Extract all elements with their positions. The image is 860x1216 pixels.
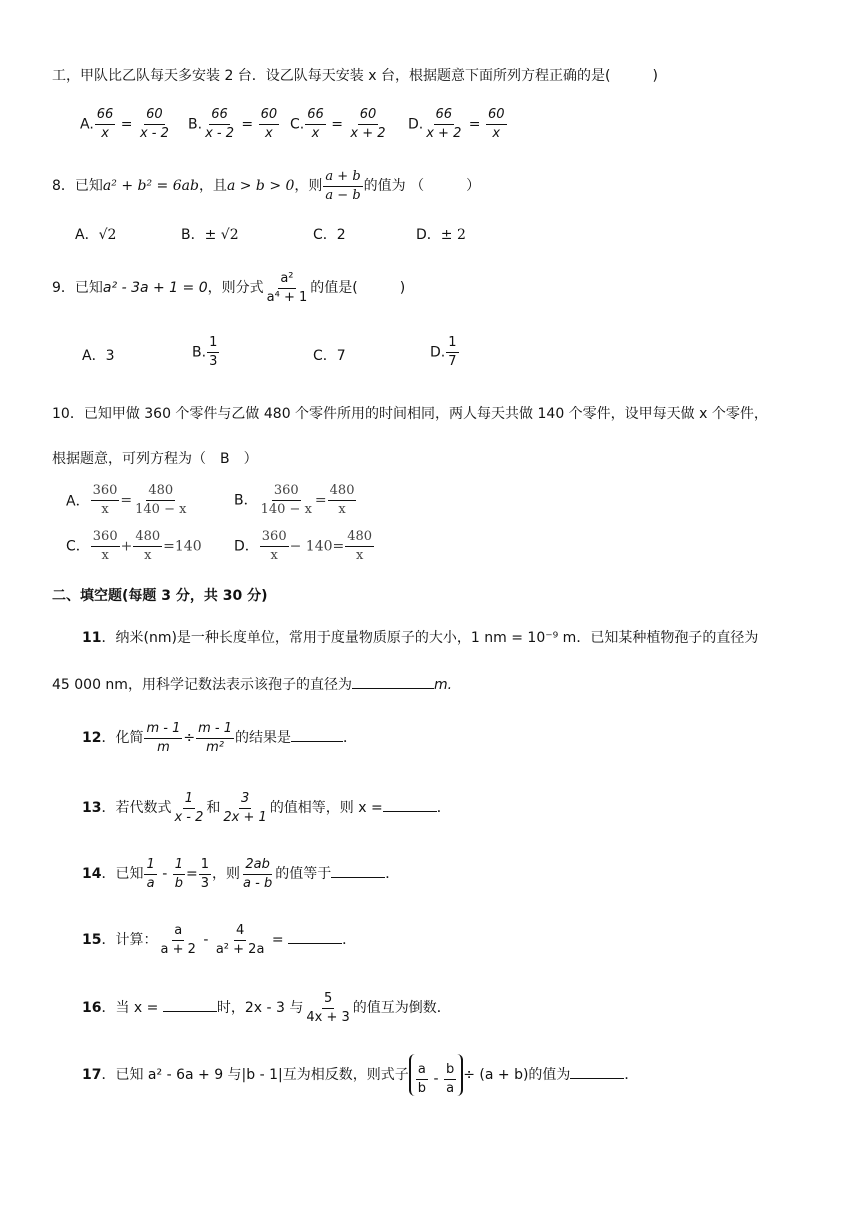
q8-option-b[interactable] [181, 224, 239, 244]
option-label: A. [80, 116, 94, 133]
option-value: ± 2 [440, 227, 466, 243]
q13-prefix: ．若代数式 [101, 800, 172, 816]
q16-suffix: 的值互为倒数． [352, 1000, 451, 1016]
option-label: D. [430, 344, 446, 361]
q13-suffix: 的值相等，则 x = [269, 800, 383, 816]
fraction-denominator: x - 2 [174, 809, 204, 825]
fraction-numerator: 60 [358, 106, 379, 125]
question-15: 15．计算： $\frac{a}{a + 2}$ - $\frac{4}{\text{a² + 2a}}$ = ． [82, 922, 357, 957]
q9-option-b[interactable] [192, 334, 220, 371]
option-label: D． [416, 227, 441, 243]
fraction-denominator: m [157, 739, 170, 755]
q9-condition: a² - 3a + 1 = 0 [102, 280, 208, 296]
option-label: D． [234, 538, 259, 555]
option-label: C． [313, 227, 337, 243]
fraction-numerator: 1 [144, 856, 156, 875]
q12-end: ． [343, 730, 357, 746]
fraction-numerator: 5 [322, 990, 334, 1009]
q17-mid: ÷ (a + b)的值为 [463, 1067, 571, 1083]
fraction-denominator: a − b [325, 187, 361, 203]
q10-option-c[interactable]: C． $\frac{360}{x}$ + $\frac{480}{x}$ =140 [66, 529, 202, 563]
q14-mid: ，则 [212, 866, 241, 882]
q11-unit: m. [433, 677, 453, 693]
option-value: ± √2 [204, 227, 239, 243]
fraction-numerator: 60 [486, 106, 507, 125]
fraction-numerator: 66 [305, 106, 326, 125]
fraction-numerator: 60 [144, 106, 165, 125]
fraction-denominator: a⁴ + 1 [266, 289, 308, 305]
fraction-numerator: 1 [183, 790, 195, 809]
q8-option-d[interactable] [416, 224, 466, 244]
option-label: A． [75, 227, 99, 243]
question-13 [82, 786, 451, 830]
option-value: 3 [105, 348, 115, 364]
q9-prefix: 9．已知 [52, 280, 103, 296]
q17-end: ． [624, 1067, 639, 1083]
q15-end: ． [342, 932, 357, 948]
q14-end: ． [385, 866, 400, 882]
fraction-numerator: 1 [207, 334, 219, 353]
q7-option-d[interactable]: D. $\frac{66}{x + 2}$ = $\frac{60}{x}$ [408, 107, 505, 141]
fraction-denominator: a + 2 [160, 941, 196, 957]
q7-option-a[interactable]: A. $\frac{66}{x}$ = $\frac{60}{x - 2}$ [80, 107, 169, 141]
fraction-denominator: a - b [243, 875, 273, 891]
option-label: A． [66, 493, 90, 510]
option-label: C. [290, 116, 305, 133]
question-14: 14．已知 $\frac{1}{a}$ - $\frac{1}{b}$ = $\frac{1}{3}$ ，则 $\frac{2ab}{a - b}$ 的值等于 ． [82, 856, 400, 891]
q7-option-b[interactable]: B. $\frac{66}{x - 2}$ = $\frac{60}{x}$ [188, 107, 278, 141]
option-value: √2 [98, 227, 117, 243]
q8-mid-2: ，则 [294, 178, 323, 194]
fraction-denominator: x - 2 [205, 126, 234, 141]
parenthesized-expression: $\frac{a}{b}$ - $\frac{b}{a}$ [409, 1054, 463, 1096]
q11-text-2: 45 000 nm，用科学记数法表示该孢子的直径为 [52, 677, 352, 693]
fraction-numerator: 3 [239, 790, 251, 809]
fraction-numerator: 60 [259, 106, 280, 125]
fraction-numerator: 2ab [243, 856, 272, 875]
fraction-numerator: 66 [209, 106, 230, 125]
fraction-denominator: x + 2 [426, 126, 462, 141]
fraction-numerator: a [172, 922, 184, 941]
answer-blank[interactable] [383, 797, 437, 812]
q11-text: ．纳米(nm)是一种长度单位，常用于度量物质原子的大小，1 nm = 10⁻⁹ m．已知某种植物孢子的直径为 [101, 630, 759, 646]
q8-condition: a² + b² = 6ab [102, 178, 199, 194]
fraction-numerator: a² [278, 270, 295, 289]
q9-mid: ，则分式 [207, 280, 264, 296]
q10-option-a[interactable]: A． $\frac{360}{x}$ = $\frac{480}{140 - x}$ [66, 483, 187, 517]
q8-suffix: 的值为 （ ） [363, 178, 481, 194]
answer-blank[interactable] [570, 1064, 624, 1079]
fraction-denominator: x [101, 126, 109, 141]
q9-option-d[interactable] [430, 334, 460, 371]
fraction-denominator: a² + 2a [215, 941, 265, 957]
fraction-numerator: 4 [234, 922, 246, 941]
fraction-numerator: m - 1 [196, 720, 234, 739]
answer-blank[interactable] [331, 863, 385, 878]
q17-prefix: ．已知 a² - 6a + 9 与|b - 1|互为相反数，则式子 [101, 1067, 409, 1083]
fraction-denominator: x [311, 126, 320, 141]
q8-option-a[interactable] [75, 224, 116, 244]
fraction-denominator: a [146, 875, 155, 891]
q13-mid: 和 [206, 800, 221, 816]
option-label: D. [408, 116, 424, 133]
q9-option-c[interactable] [313, 345, 346, 365]
option-value: 2 [336, 227, 346, 243]
question-number: 11 [82, 630, 102, 646]
option-label: B． [181, 227, 205, 243]
q10-line-2: 根据题意，可列方程为（ B ） [52, 451, 258, 467]
q16-mid: 时，2x - 3 与 [216, 1000, 304, 1016]
fraction-numerator: 66 [95, 106, 116, 125]
q15-prefix: ．计算： [101, 932, 158, 948]
q14-suffix: 的值等于 [275, 866, 332, 882]
fraction-denominator: 3 [200, 875, 210, 891]
fraction-denominator: 2x + 1 [223, 809, 267, 825]
fraction-numerator: a [416, 1061, 428, 1080]
question-number: 16 [82, 1000, 102, 1016]
q11-line-1 [82, 628, 758, 648]
fraction-denominator: 4x + 3 [306, 1009, 350, 1025]
question-number: 17 [82, 1067, 102, 1083]
q8-condition-2: a > b > 0 [226, 178, 295, 194]
fraction-denominator: x [492, 126, 501, 141]
q8-mid: ，且 [198, 178, 227, 194]
fraction-numerator: b [444, 1061, 456, 1080]
fraction-numerator: 1 [173, 856, 185, 875]
fraction-denominator: a [446, 1080, 455, 1096]
fraction-denominator: x - 2 [139, 126, 169, 141]
fraction-denominator: m² [206, 739, 224, 755]
option-label: B. [192, 344, 207, 361]
q9-suffix: 的值是( ) [310, 280, 406, 296]
question-8 [52, 166, 480, 206]
q10-line-1: 10．已知甲做 360 个零件与乙做 480 个零件所用的时间相同，两人每天共做 140 个零件，设甲每天做 x 个零件， [52, 406, 768, 422]
question-number: 14 [82, 866, 102, 882]
question-12 [82, 716, 357, 760]
option-label: C． [66, 538, 90, 555]
fraction-numerator: 66 [434, 106, 455, 125]
fraction-denominator: b [417, 1080, 426, 1096]
question-16 [82, 986, 451, 1030]
answer-blank[interactable] [288, 929, 342, 944]
option-value: 7 [336, 348, 346, 364]
q11-line-2 [52, 674, 452, 695]
q8-option-c[interactable] [313, 224, 346, 244]
fraction-numerator: a + b [323, 168, 362, 187]
q7-stem-tail: 工，甲队比乙队每天多安装 2 台．设乙队每天安装 x 台，根据题意下面所列方程正确的是( ) [52, 68, 658, 84]
q14-prefix: ．已知 [101, 866, 144, 882]
fraction-numerator: m - 1 [144, 720, 182, 739]
q10-option-b[interactable]: B． $\frac{360}{140 - x}$ = $\frac{480}{x}$ [234, 483, 355, 517]
divide-sign: ÷ [183, 730, 196, 746]
q16-prefix: ．当 x = [101, 1000, 159, 1016]
q15-suffix: = [271, 932, 284, 948]
q10-option-d[interactable]: D． $\frac{360}{x}$ − 140= $\frac{480}{x}$ [234, 529, 373, 563]
question-number: 15 [82, 932, 102, 948]
q12-suffix: 的结果是 [235, 730, 291, 746]
q9-option-a[interactable] [82, 345, 115, 365]
answer-blank[interactable] [163, 997, 217, 1012]
option-label: C． [313, 348, 337, 364]
question-9 [52, 268, 405, 308]
fraction-denominator: b [174, 875, 183, 891]
answer-blank[interactable] [352, 674, 434, 689]
section-heading: 二、填空题(每题 3 分，共 30 分) [52, 588, 268, 604]
question-number: 13 [82, 800, 102, 816]
option-label: B. [188, 116, 203, 133]
q12-prefix: ．化简 [101, 730, 144, 746]
q7-option-c[interactable]: C. $\frac{66}{x}$ = $\frac{60}{x + 2}$ [290, 107, 386, 141]
fraction-numerator: 1 [446, 334, 458, 353]
fraction-denominator: x [265, 126, 273, 141]
question-number: 12 [82, 730, 102, 746]
fraction-denominator: x + 2 [350, 126, 386, 141]
option-label: B． [234, 492, 258, 509]
fraction-denominator: 3 [209, 354, 218, 369]
q13-end: ． [436, 800, 451, 816]
question-17 [82, 1050, 638, 1100]
answer-blank[interactable] [291, 727, 343, 742]
fraction-denominator: 7 [448, 354, 457, 369]
q8-prefix: 8．已知 [52, 178, 103, 194]
fraction-numerator: 1 [199, 856, 211, 875]
option-label: A． [82, 348, 106, 364]
